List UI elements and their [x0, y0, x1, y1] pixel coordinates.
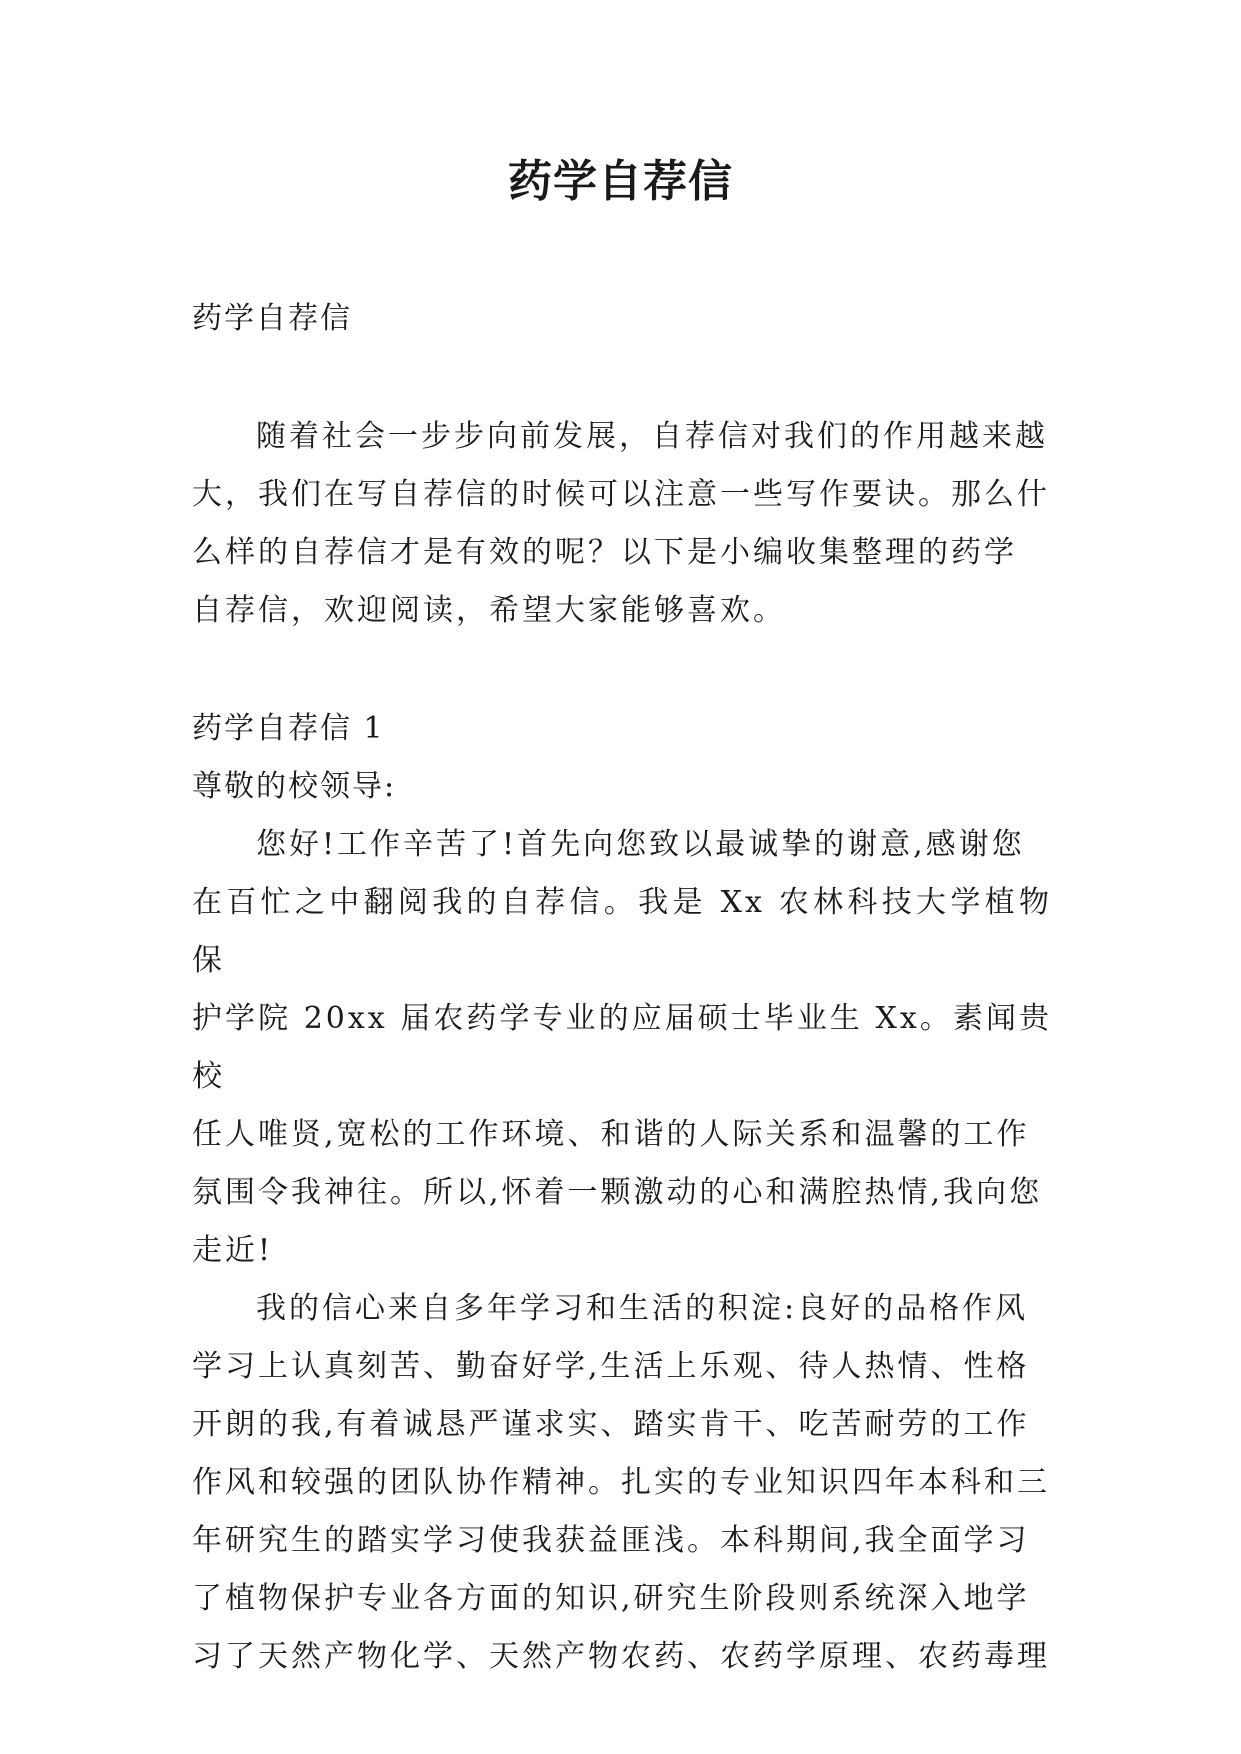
paragraph-line: 走近! [192, 1233, 274, 1268]
paragraph-line: 开朗的我,有着诚恳严谨求实、踏实肯干、吃苦耐劳的工作 [192, 1407, 1030, 1442]
paragraph-line: 我的信心来自多年学习和生活的积淀:良好的品格作风 [256, 1291, 1029, 1326]
paragraph-line: 护学院 20xx 届农药学专业的应届硕士毕业生 Xx。素闻贵校 [192, 1001, 1052, 1094]
salutation: 尊敬的校领导: [192, 769, 397, 804]
paragraph-line: 您好!工作辛苦了!首先向您致以最诚挚的谢意,感谢您 [256, 827, 1025, 862]
paragraph-line: 氛围令我神往。所以,怀着一颗激动的心和满腔热情,我向您 [192, 1175, 1043, 1210]
intro-line: 随着社会一步步向前发展，自荐信对我们的作用越来越 [256, 419, 1048, 454]
spacer [192, 348, 1052, 408]
document-body [192, 290, 1052, 1686]
paragraph-line: 了植物保护专业各方面的知识,研究生阶段则系统深入地学 [192, 1581, 1030, 1616]
document-title: 药学自荐信 [508, 156, 733, 207]
paragraph-line: 在百忙之中翻阅我的自荐信。我是 Xx 农林科技大学植物保 [192, 885, 1052, 978]
document-subtitle: 药学自荐信 [192, 301, 352, 336]
paragraph-line: 年研究生的踏实学习使我获益匪浅。本科期间,我全面学习 [192, 1523, 1030, 1558]
intro-line: 么样的自荐信才是有效的呢？以下是小编收集整理的药学 [192, 535, 1017, 570]
intro-paragraph [192, 408, 1052, 640]
section-heading: 药学自荐信 1 [192, 711, 385, 746]
body-paragraph-2 [192, 1280, 1052, 1686]
paragraph-line: 任人唯贤,宽松的工作环境、和谐的人际关系和温馨的工作 [192, 1117, 1030, 1152]
intro-line: 自荐信，欢迎阅读，希望大家能够喜欢。 [192, 593, 786, 628]
body-paragraph-1 [192, 816, 1052, 1280]
paragraph-line: 作风和较强的团队协作精神。扎实的专业知识四年本科和三 [192, 1465, 1050, 1500]
spacer [192, 640, 1052, 700]
intro-line: 大，我们在写自荐信的时候可以注意一些写作要诀。那么什 [192, 477, 1050, 512]
paragraph-line: 学习上认真刻苦、勤奋好学,生活上乐观、待人热情、性格 [192, 1349, 1030, 1384]
paragraph-line: 习了天然产物化学、天然产物农药、农药学原理、农药毒理 [192, 1639, 1050, 1674]
